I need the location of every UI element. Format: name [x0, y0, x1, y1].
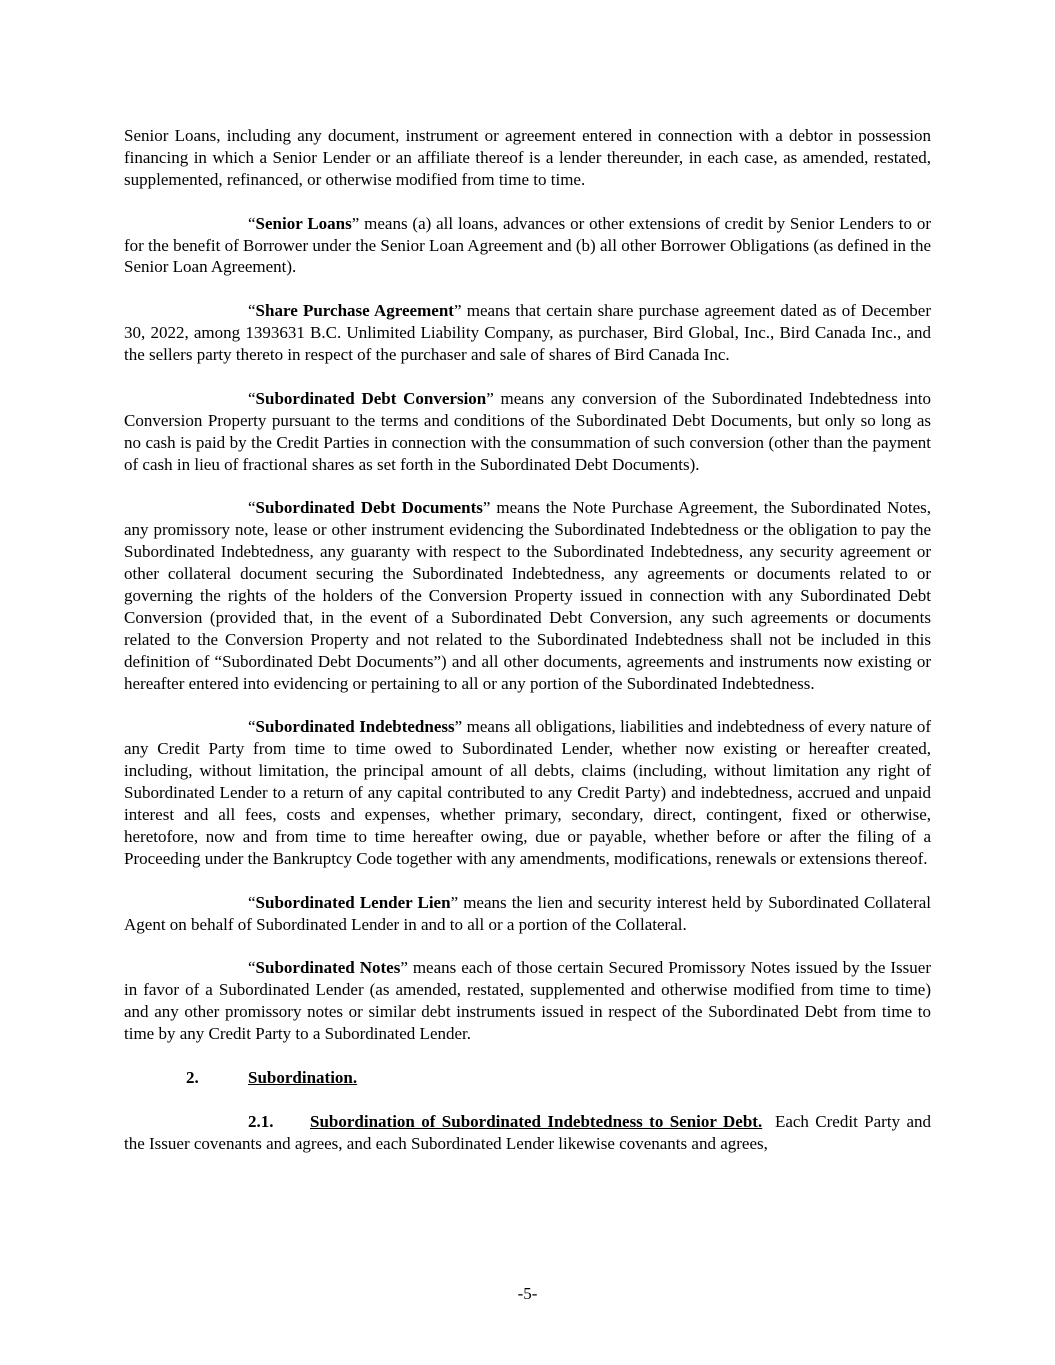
defined-term: Subordinated Indebtedness [255, 717, 455, 737]
subsection-title: Subordination of Subordinated Indebtedness to Senior Debt. [310, 1111, 763, 1131]
intro-paragraph: Senior Loans, including any document, instrument or agreement entered in connection with a debtor in possession financing in which a Senior Lender or an affiliate thereof is a lender thereunder, in each case, as amended, restated, supplemented, refinanced, or otherwise modified from time to time. [124, 126, 931, 189]
definition-subordinated-lender-lien: “Subordinated Lender Lien” means the lien and security interest held by Subordinated Collateral Agent on behalf of Subordinated Lender in and to all or a portion of the Collateral. [124, 892, 931, 934]
document-page [124, 125, 936, 1176]
definition-text: means the Note Purchase Agreement, the Subordinated Notes, any promissory note, lease or other instrument evidencing the Subordinated Indebtedness or the obligation to pay the Subordinated Indebtedness, any guaranty with respect to the Subordinated Indebtedness, any security agreement or other collateral document securing the Subordinated Indebtedness, any agreements or documents related to or governing the rights of the holders of the Conversion Property issued in connection with any Subordinated Debt Conversion (provided that, in the event of a Subordinated Debt Conversion, any such agreements or documents related to the Conversion Property and not related to the Subordinated Indebtedness shall not be included in this definition of “Subordinated Debt Documents”) and all other documents, agreements and instruments now existing or hereafter entered into evidencing or pertaining to all or any portion of the Subordinated Indebtedness. [124, 498, 931, 693]
section-number: 2. [186, 1067, 199, 1087]
definition-text: means each of those certain Secured Promissory Notes issued by the Issuer in favor of a Subordinated Lender (as amended, restated, supplemented and otherwise modified from time to time) and any other promissory notes or similar debt instruments issued in respect of the Subordinated Debt from time to time by any Credit Party to a Subordinated Lender. [124, 958, 931, 1044]
definition-subordinated-debt-documents: “Subordinated Debt Documents” means the Note Purchase Agreement, the Subordinated Notes, any promissory note, lease or other instrument evidencing the Subordinated Indebtedness or the obligation to pay the Subordinated Indebtedness, any guaranty with respect to the Subordinated Indebtedness, any security agreement or other collateral document securing the Subordinated Indebtedness, any agreements or documents related to or governing the rights of the holders of the Conversion Property issued in connection with any Subordinated Debt Conversion (provided that, in the event of a Subordinated Debt Conversion, any such agreements or documents related to the Conversion Property and not related to the Subordinated Indebtedness shall not be included in this definition of “Subordinated Debt Documents”) and all other documents, agreements and instruments now existing or hereafter entered into evidencing or pertaining to all or any portion of the Subordinated Indebtedness. [124, 498, 931, 693]
definition-text: means (a) all loans, advances or other extensions of credit by Senior Lenders to or for the benefit of Borrower under the Senior Loan Agreement and (b) all other Borrower Obligations (as defined in the Senior Loan Agreement). [124, 213, 931, 277]
subsection-text: Each Credit Party and the Issuer covenants and agrees, and each Subordinated Lender likewise covenants and agrees, [124, 1111, 936, 1153]
defined-term: Subordinated Debt Documents [255, 498, 483, 518]
definition-share-purchase-agreement: “Share Purchase Agreement” means that certain share purchase agreement dated as of December 30, 2022, among 1393631 B.C. Unlimited Liability Company, as purchaser, Bird Global, Inc., Bird Canada Inc., and the sellers party thereto in respect of the purchaser and sale of shares of Bird Canada Inc. [124, 301, 932, 365]
defined-term: Subordinated Notes [255, 958, 401, 978]
page-number: -5- [517, 1284, 538, 1303]
definition-text: means that certain share purchase agreement dated as of December 30, 2022, among 1393631 B.C. Unlimited Liability Company, as purchaser, Bird Global, Inc., Bird Canada Inc., and the sellers party thereto in respect of the purchaser and sale of shares of Bird Canada Inc. [124, 301, 932, 365]
definition-subordinated-indebtedness: “Subordinated Indebtedness” means all obligations, liabilities and indebtedness of every nature of any Credit Party from time to time owed to Subordinated Lender, whether now existing or hereafter created, including, without limitation, the principal amount of all debts, claims (including, without limitation any right of Subordinated Lender to a return of any capital contributed to any Credit Party) and indebtedness, accrued and unpaid interest and all fees, costs and expenses, whether primary, secondary, direct, contingent, fixed or otherwise, heretofore, now and from time to time hereafter owing, due or payable, whether before or after the filing of a Proceeding under the Bankruptcy Code together with any amendments, modifications, renewals or extensions thereof. [124, 717, 932, 868]
subsection-paragraph [124, 1111, 936, 1155]
section-heading [124, 1067, 931, 1089]
definition-subordinated-notes: “Subordinated Notes” means each of those certain Secured Promissory Notes issued by the Issuer in favor of a Subordinated Lender (as amended, restated, supplemented and otherwise modified from time to time) and any other promissory notes or similar debt instruments issued in respect of the Subordinated Debt from time to time by any Credit Party to a Subordinated Lender. [124, 958, 931, 1044]
defined-term: Senior Loans [255, 213, 352, 233]
definition-senior-loans: “Senior Loans” means (a) all loans, advances or other extensions of credit by Senior Lenders to or for the benefit of Borrower under the Senior Loan Agreement and (b) all other Borrower Obligations (as defined in the Senior Loan Agreement). [124, 213, 931, 277]
defined-term: Subordinated Lender Lien [255, 892, 451, 912]
subsection-number: 2.1. [248, 1111, 274, 1131]
section-title: Subordination. [248, 1067, 358, 1087]
defined-term: Subordinated Debt Conversion [255, 388, 487, 408]
definition-subordinated-debt-conversion: “Subordinated Debt Conversion” means any conversion of the Subordinated Indebtedness into Conversion Property pursuant to the terms and conditions of the Subordinated Debt Documents, but only so long as no cash is paid by the Credit Parties in connection with the consummation of such conversion (other than the payment of cash in lieu of fractional shares as set forth in the Subordinated Debt Documents). [124, 388, 931, 474]
definition-text: means any conversion of the Subordinated Indebtedness into Conversion Property pursuant to the terms and conditions of the Subordinated Debt Documents, but only so long as no cash is paid by the Credit Parties in connection with the consummation of such conversion (other than the payment of cash in lieu of fractional shares as set forth in the Subordinated Debt Documents). [124, 388, 931, 474]
definition-text: means all obligations, liabilities and indebtedness of every nature of any Credit Party from time to time owed to Subordinated Lender, whether now existing or hereafter created, including, without limitation, the principal amount of all debts, claims (including, without limitation any right of Subordinated Lender to a return of any capital contributed to any Credit Party) and indebtedness, accrued and unpaid interest and all fees, costs and expenses, whether primary, secondary, direct, contingent, fixed or otherwise, heretofore, now and from time to time hereafter owing, due or payable, whether before or after the filing of a Proceeding under the Bankruptcy Code together with any amendments, modifications, renewals or extensions thereof. [124, 717, 932, 868]
definition-text: means the lien and security interest held by Subordinated Collateral Agent on behalf of Subordinated Lender in and to all or a portion of the Collateral. [124, 892, 931, 934]
defined-term: Share Purchase Agreement [255, 301, 454, 321]
